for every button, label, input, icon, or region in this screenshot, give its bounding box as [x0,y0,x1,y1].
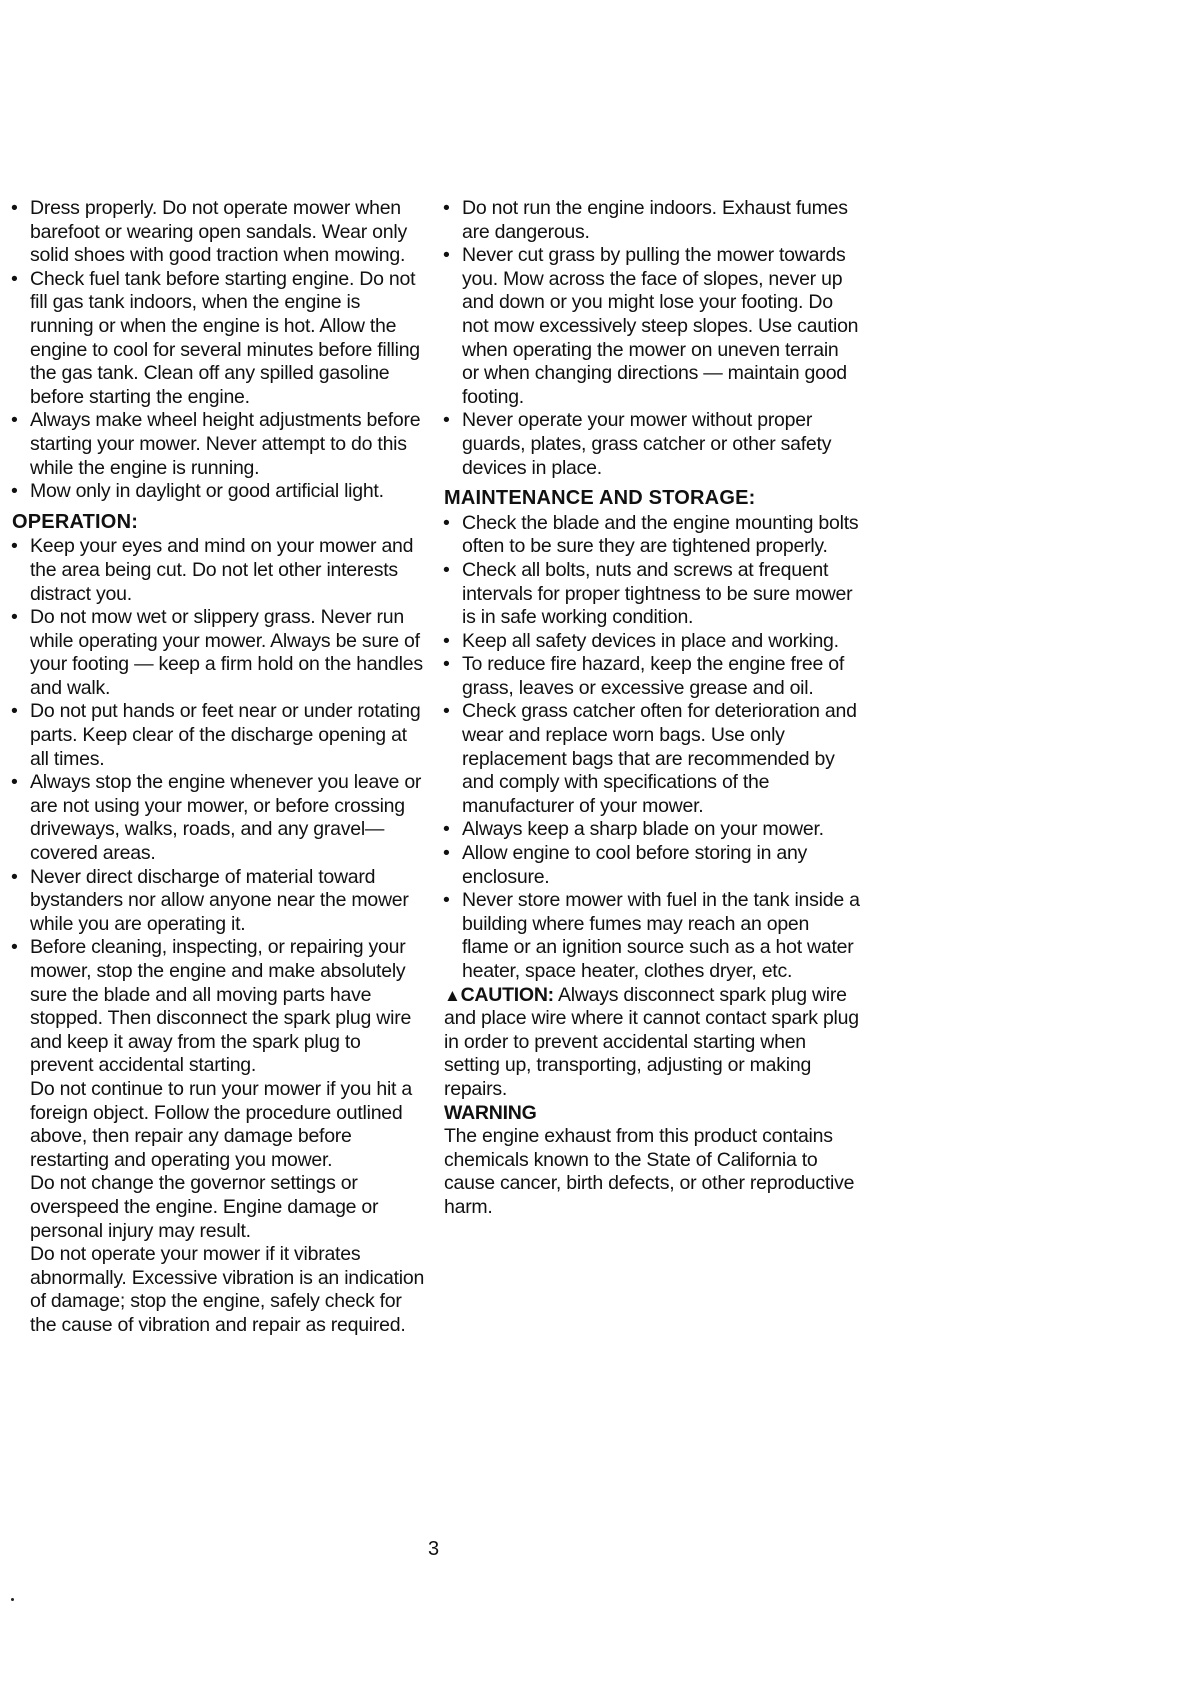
page-number: 3 [428,1538,440,1560]
list-item: • Always stop the engine whenever you leave or are not using your mower, or before crossing driveways, walks, roads, and any gravel—covered areas. [8,771,428,865]
list-item: • To reduce fire hazard, keep the engine free of grass, leaves or excessive grease and oil. [440,653,860,700]
list-item: • Never operate your mower without proper guards, plates, grass catcher or other safety devices in place. [440,409,860,480]
list-item: • Always make wheel height adjustments before starting your mower. Never attempt to do this while the engine is running. [8,409,428,480]
scan-dot [11,1598,14,1601]
list-item: • Check grass catcher often for deterioration and wear and replace worn bags. Use only replacement bags that are recommended by and comply with specifications of the manufacturer of your mower. [440,700,860,818]
list-item: • Check all bolts, nuts and screws at frequent intervals for proper tightness to be sure mower is in safe working condition. [440,559,860,630]
operation-list [8,535,428,1078]
warning-text: The engine exhaust from this product contains chemicals known to the State of California to cause cancer, birth defects, or other reproductive harm. [444,1125,855,1218]
operation-heading: OPERATION: [12,510,139,533]
maintenance-list [440,512,860,984]
list-item: • Never direct discharge of material toward bystanders nor allow anyone near the mower while you are operating it. [8,866,428,937]
list-item: • Do not run the engine indoors. Exhaust fumes are dangerous. [440,197,860,244]
list-item: • Keep all safety devices in place and working. [440,630,860,654]
warning-heading: WARNING [444,1101,537,1124]
maintenance-heading: MAINTENANCE AND STORAGE: [444,487,756,510]
list-item: • Check fuel tank before starting engine. Do not fill gas tank indoors, when the engine is running or when the engine is hot. Allow the engine to cool for several minutes before filling the gas tank. Clean off any spilled gasoline before starting the engine. [8,268,428,410]
caution-label: CAUTION: [460,983,554,1006]
left-column [8,197,428,1338]
list-item: • Never store mower with fuel in the tank inside a building where fumes may reach an open flame or an ignition source such as a hot water heater, space heater, clothes dryer, etc. [440,889,860,983]
general-safety-list [440,197,860,480]
list-item: • Before cleaning, inspecting, or repairing your mower, stop the engine and make absolutely sure the blade and all moving parts have stopped. Then disconnect the spark plug wire and keep it away from the spark plug to prevent accidental starting. [8,936,428,1078]
warning-triangle-icon: ▲ [444,985,461,1005]
list-item: • Check the blade and the engine mounting bolts often to be sure they are tightened properly. [440,512,860,559]
list-item: • Dress properly. Do not operate mower when barefoot or wearing open sandals. Wear only solid shoes with good traction when mowing. [8,197,428,268]
warning-notice [440,1102,860,1220]
list-item: • Allow engine to cool before storing in any enclosure. [440,842,860,889]
list-item: • Mow only in daylight or good artificial light. [8,480,428,504]
right-column [440,197,860,1220]
list-item: • Never cut grass by pulling the mower towards you. Mow across the face of slopes, never up and down or you might lose your footing. Do not mow excessively steep slopes. Use caution when operating the mower on uneven terrain or when changing directions — maintain good footing. [440,244,860,409]
operation-paragraph: Do not change the governor settings or overspeed the engine. Engine damage or personal injury may result. [30,1172,379,1242]
caution-text: Always disconnect spark plug wire and place wire where it cannot contact spark plug in order to prevent accidental starting when setting up, transporting, adjusting or making repairs. [444,983,859,1100]
list-item: • Always keep a sharp blade on your mower. [440,818,860,842]
list-item: • Do not mow wet or slippery grass. Never run while operating your mower. Always be sure of your footing — keep a firm hold on the handles and walk. [8,606,428,700]
intro-safety-list [8,197,428,504]
caution-notice [440,984,860,1102]
operation-paragraph: Do not operate your mower if it vibrates abnormally. Excessive vibration is an indication of damage; stop the engine, safely check for the cause of vibration and repair as required. [30,1243,425,1336]
list-item: • Do not put hands or feet near or under rotating parts. Keep clear of the discharge opening at all times. [8,700,428,771]
list-item: • Keep your eyes and mind on your mower and the area being cut. Do not let other interests distract you. [8,535,428,606]
operation-paragraph: Do not continue to run your mower if you hit a foreign object. Follow the procedure outlined above, then repair any damage before restarting and operating you mower. [30,1077,412,1171]
